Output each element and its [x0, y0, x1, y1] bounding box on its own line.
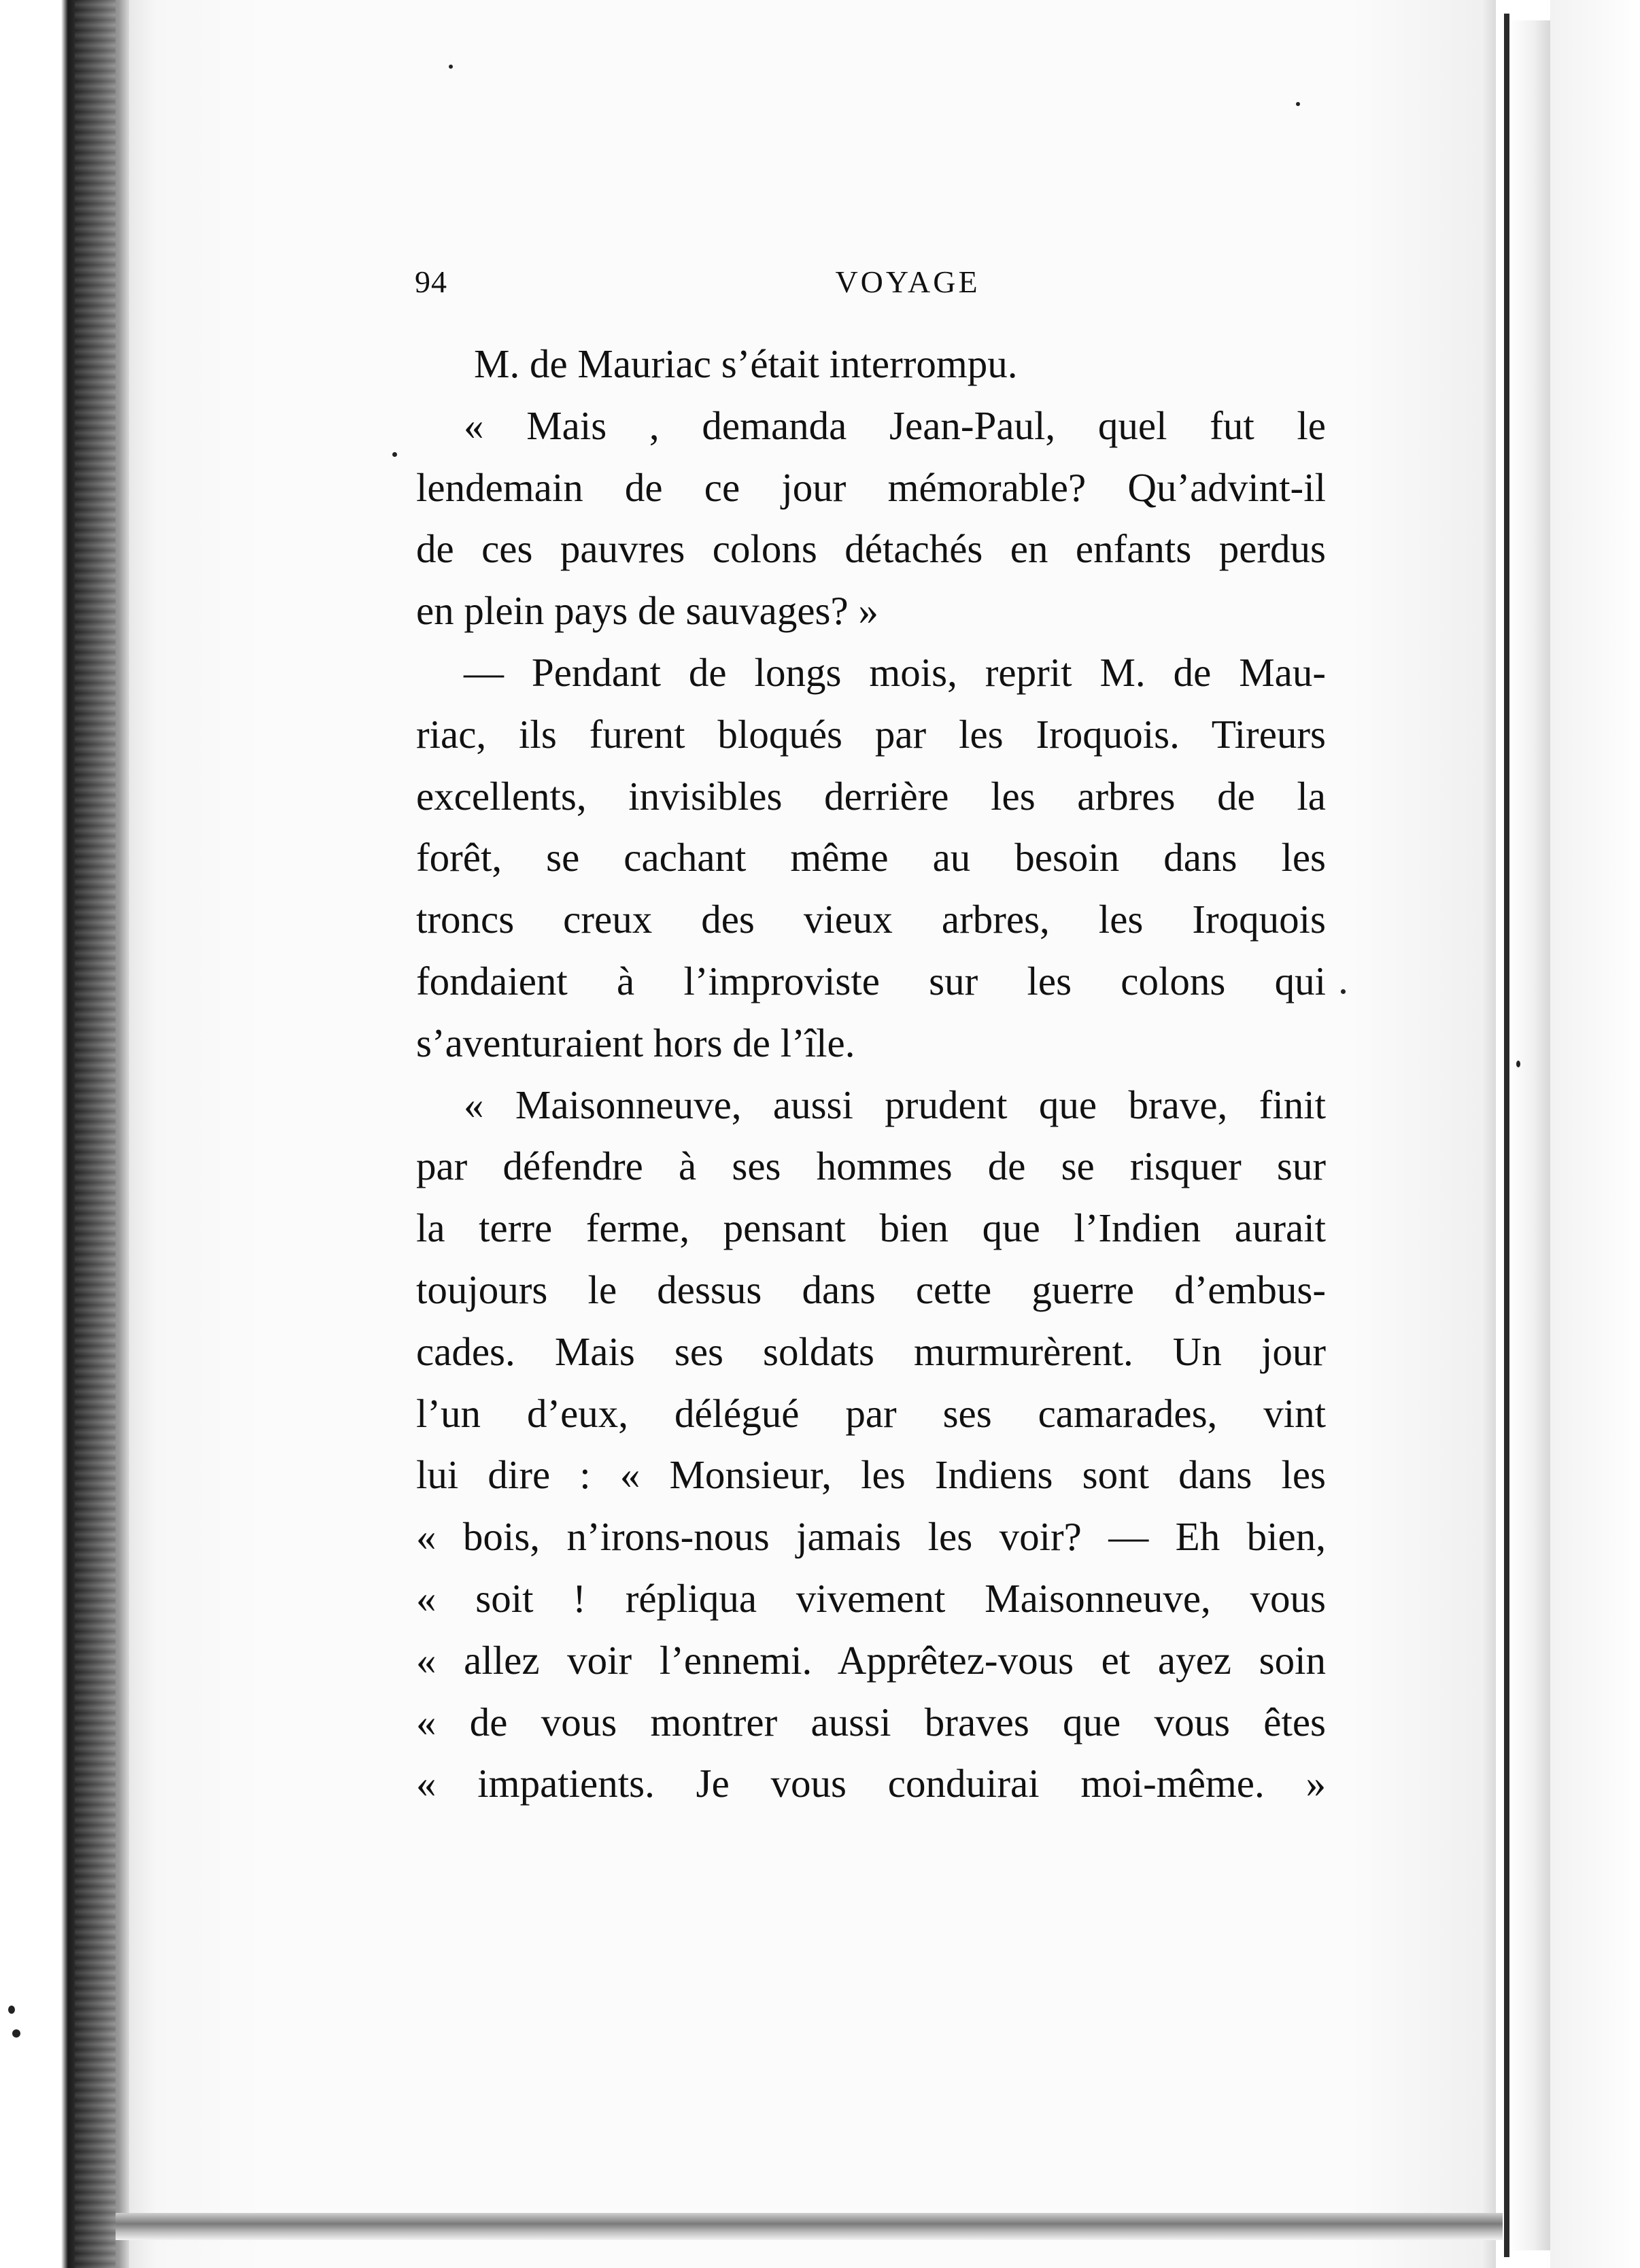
text-line: — Pendant de longs mois, reprit M. de Mau- — [464, 649, 1326, 695]
text-line: par défendre à ses hommes de se risquer sur — [416, 1144, 1326, 1189]
dust-speck — [1516, 1061, 1520, 1067]
text-line: « soit ! répliqua vivement Maisonneuve, vous — [416, 1575, 1326, 1621]
page-gutter-shadow — [1509, 20, 1550, 2250]
text-line: de ces pauvres colons détachés en enfants perdus — [416, 526, 1326, 572]
text-line: M. de Mauriac s’était interrompu. — [474, 341, 1018, 386]
text-line: lui dire : « Monsieur, les Indiens sont dans les — [416, 1452, 1326, 1498]
body-text — [416, 333, 1326, 1815]
text-line: « Maisonneuve, aussi prudent que brave, finit — [464, 1082, 1326, 1127]
text-line: lendemain de ce jour mémorable? Qu’advint-il — [416, 464, 1326, 510]
running-head-title: VOYAGE — [835, 264, 980, 299]
page-bottom-edge — [116, 2213, 1503, 2240]
dust-speck — [12, 2029, 20, 2038]
text-line: l’un d’eux, délégué par ses camarades, vint — [416, 1390, 1326, 1436]
text-line: « impatients. Je vous conduirai moi-même. » — [416, 1761, 1326, 1806]
text-line: toujours le dessus dans cette guerre d’embus- — [416, 1267, 1326, 1312]
dust-speck — [8, 2006, 15, 2014]
dust-speck — [392, 452, 397, 457]
text-line: s’aventuraient hors de l’île. — [416, 1020, 855, 1065]
text-line: forêt, se cachant même au besoin dans les — [416, 835, 1326, 880]
dust-speck — [1296, 102, 1300, 106]
text-line: « bois, n’irons-nous jamais les voir? — Eh bien, — [416, 1514, 1326, 1560]
text-line: « allez voir l’ennemi. Apprêtez-vous et ayez soin — [416, 1637, 1326, 1683]
text-line: excellents, invisibles derrière les arbres de la — [416, 773, 1326, 819]
page-right-edge-line — [1504, 14, 1509, 2257]
running-head — [415, 258, 1326, 306]
dust-speck — [1341, 989, 1346, 994]
text-line: cades. Mais ses soldats murmurèrent. Un jour — [416, 1328, 1326, 1374]
text-line: en plein pays de sauvages? » — [416, 588, 878, 634]
text-line: fondaient à l’improviste sur les colons qui — [416, 958, 1326, 1003]
text-line: la terre ferme, pensant bien que l’Indien aurait — [416, 1205, 1326, 1251]
adjacent-page-margin — [1550, 0, 1640, 2268]
text-line: riac, ils furent bloqués par les Iroquois. Tireurs — [416, 711, 1326, 757]
text-line: « Mais , demanda Jean-Paul, quel fut le — [464, 402, 1326, 448]
binding-texture — [75, 0, 116, 2268]
text-line: troncs creux des vieux arbres, les Iroquois — [416, 897, 1326, 942]
page-number: 94 — [415, 264, 447, 299]
text-line: « de vous montrer aussi braves que vous êtes — [416, 1699, 1326, 1745]
dust-speck — [449, 65, 453, 69]
